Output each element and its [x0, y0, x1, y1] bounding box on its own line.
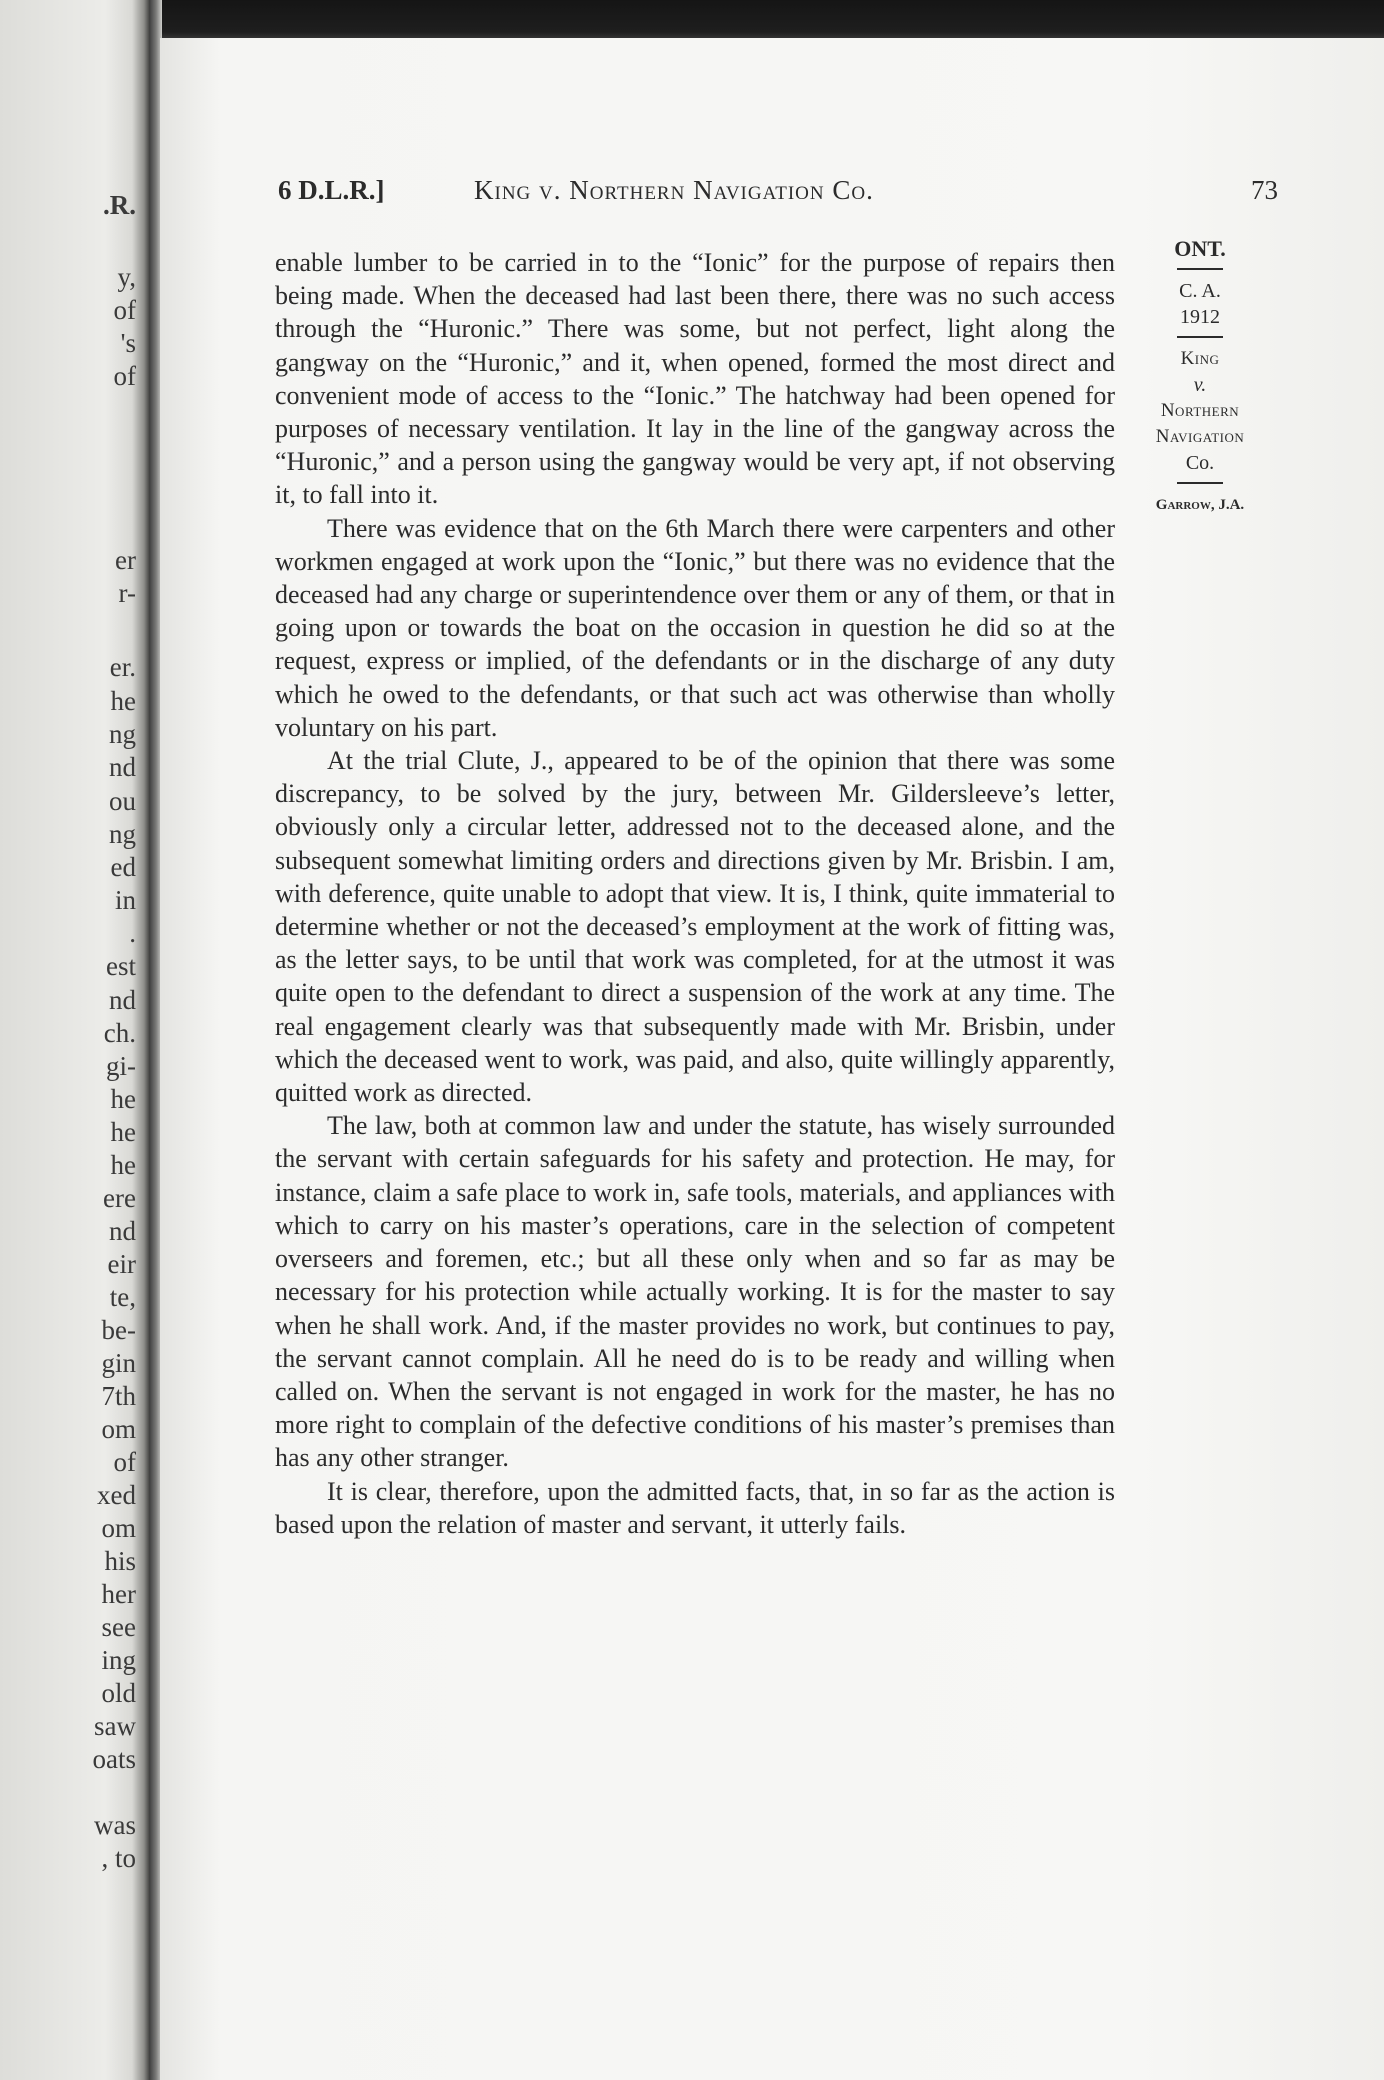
previous-page-text-fragment: er — [115, 545, 136, 575]
previous-page-text-fragment: ch. — [103, 1018, 136, 1048]
previous-page-text-fragment: ng — [109, 819, 136, 849]
previous-page-text-fragment: .R. — [103, 190, 136, 220]
previous-page-text-fragment: er. — [109, 652, 136, 682]
previous-page-text-fragment: . — [129, 918, 136, 948]
margin-note-defendant-line3: Co. — [1185, 452, 1215, 474]
previous-page-text-fragment: 7th — [101, 1381, 136, 1411]
running-head-case-title: King v. Northern Navigation Co. — [474, 175, 874, 205]
previous-page-text-fragment: he — [110, 1150, 136, 1180]
margin-note-court: ONT. — [1174, 236, 1226, 261]
previous-page-text-fragment: of — [113, 295, 136, 325]
previous-page-text-fragment: in — [114, 885, 136, 915]
previous-page-text-fragment: be- — [101, 1315, 136, 1345]
previous-page-text-fragment: gin — [101, 1348, 136, 1378]
margin-note-year: 1912 — [1180, 306, 1220, 328]
previous-page-text-fragment: est — [106, 951, 136, 981]
previous-page-text-fragment: ed — [110, 852, 136, 882]
previous-page-text-fragment: gi- — [106, 1051, 136, 1081]
previous-page-text-fragment: ing — [101, 1645, 136, 1675]
paragraph: The law, both at common law and under the statute, has wisely surrounded the servant with certain safeguards for his safety and protection. He may, for instance, claim a safe place to work in, safe tools, materials, and appliances with which to carry on his master’s operations, care in the selection of competent overseers and foremen, etc.; but all these only when and so far as may be necessary for his protection while actually working. It is for the master to say when he shall work. And, if the master provides no work, but continues to pay, the servant cannot complain. All he need do is to be ready and willing when called on. When the servant is not engaged in work for the master, he has no more right to complain of the defective conditions of his master’s premises than has any other stranger. — [275, 1111, 1115, 1473]
previous-page-text-fragment: r- — [118, 578, 136, 608]
previous-page-text-fragment: om — [101, 1414, 136, 1444]
margin-note-rule — [1177, 482, 1223, 484]
previous-page-text-fragment: om — [101, 1513, 136, 1543]
paragraph: At the trial Clute, J., appeared to be of the opinion that there was some discrepancy, to be solved by the jury, between Mr. Gildersleeve’s letter, obviously only a circular letter, addressed not to the deceased alone, and the subsequent somewhat limiting orders and directions given by Mr. Brisbin. I am, with deference, quite unable to adopt that view. It is, I think, quite immaterial to determine whether or not the deceased’s employment at the work of fitting was, as the letter says, to be until that work was completed, for at the utmost it was quite open to the defendant to direct a suspension of the work at any time. The real engagement clearly was that subsequently made with Mr. Brisbin, under which the deceased went to work, was paid, and also, quite willingly apparently, quitted work as directed. — [275, 746, 1115, 1108]
previous-page-text-fragment: her — [101, 1579, 136, 1609]
previous-page-text-fragment: nd — [109, 752, 136, 782]
scanner-top-shadow — [0, 0, 1384, 40]
previous-page-text-fragment: of — [113, 361, 136, 391]
paragraph: There was evidence that on the 6th March there were carpenters and other workmen engaged at work upon the “Ionic,” but there was no evidence that the deceased had any charge or superintendence over them or any of them, or that in going upon or towards the boat on the occasion in question he did so at the request, express or implied, of the defendants or in the discharge of any duty which he owed to the defendants, or that such act was otherwise than wholly voluntary on his part. — [275, 513, 1115, 742]
previous-page-text-fragment: nd — [109, 985, 136, 1015]
previous-page-text-fragment: xed — [97, 1480, 136, 1510]
previous-page-text-fragment: see — [101, 1612, 136, 1642]
previous-page-text-fragment: nd — [109, 1216, 136, 1246]
previous-page-text-fragment: of — [113, 1447, 136, 1477]
previous-page-text-fragment: his — [104, 1546, 136, 1576]
previous-page-text-fragment: he — [110, 1117, 136, 1147]
paragraph-continued: enable lumber to be carried in to the “Ionic” for the purpose of repairs then being made. When the deceased had last been there, there was no such access through the “Huronic.” There was some, but not perfect, light along the gangway on the “Huronic,” and it, when opened, formed the most direct and convenient mode of access to the “Ionic.” The hatchway had been opened for purposes of necessary ventilation. It lay in the line of the gangway across the “Huronic,” and a person using the gangway would be very apt, if not observing it, to fall into it. — [275, 248, 1115, 510]
previous-page-text-fragment: ere — [103, 1183, 136, 1213]
previous-page-text-fragment: old — [101, 1678, 136, 1708]
margin-note-judge: Garrow, J.A. — [1155, 497, 1245, 513]
margin-note-court-abbrev: C. A. — [1179, 280, 1221, 302]
margin-note-plaintiff: King — [1180, 348, 1220, 369]
margin-note-rule — [1177, 268, 1223, 270]
previous-page-text-fragment: ou — [109, 786, 136, 816]
previous-page-text-fragment: was — [94, 1810, 136, 1840]
running-head-citation: 6 D.L.R.] — [278, 175, 385, 205]
margin-note — [1120, 236, 1280, 518]
previous-page-text-fragment: he — [110, 1084, 136, 1114]
running-head — [278, 175, 1278, 215]
previous-page-text-fragment: oats — [92, 1744, 136, 1774]
previous-page-text-fragment: 's — [120, 328, 136, 358]
margin-note-defendant-line2: Navigation — [1155, 426, 1245, 447]
margin-note-versus: v. — [1193, 374, 1207, 396]
previous-page-text-fragment: eir — [107, 1249, 136, 1279]
paragraph: It is clear, therefore, upon the admitted facts, that, in so far as the action is based upon the relation of master and servant, it utterly fails. — [275, 1476, 1115, 1539]
body-text — [275, 246, 1115, 1541]
page-number: 73 — [1251, 175, 1278, 205]
previous-page-text-fragment: he — [110, 686, 136, 716]
margin-note-defendant-line1: Northern — [1160, 400, 1240, 421]
previous-page-text-fragment: ng — [109, 719, 136, 749]
previous-page-text-fragment: y, — [117, 262, 136, 292]
previous-page-edge — [0, 0, 150, 2080]
previous-page-text-fragment: , to — [101, 1843, 136, 1873]
previous-page-text-fragment: saw — [94, 1711, 136, 1741]
previous-page-text-fragment: te, — [109, 1282, 136, 1312]
margin-note-rule — [1177, 336, 1223, 338]
